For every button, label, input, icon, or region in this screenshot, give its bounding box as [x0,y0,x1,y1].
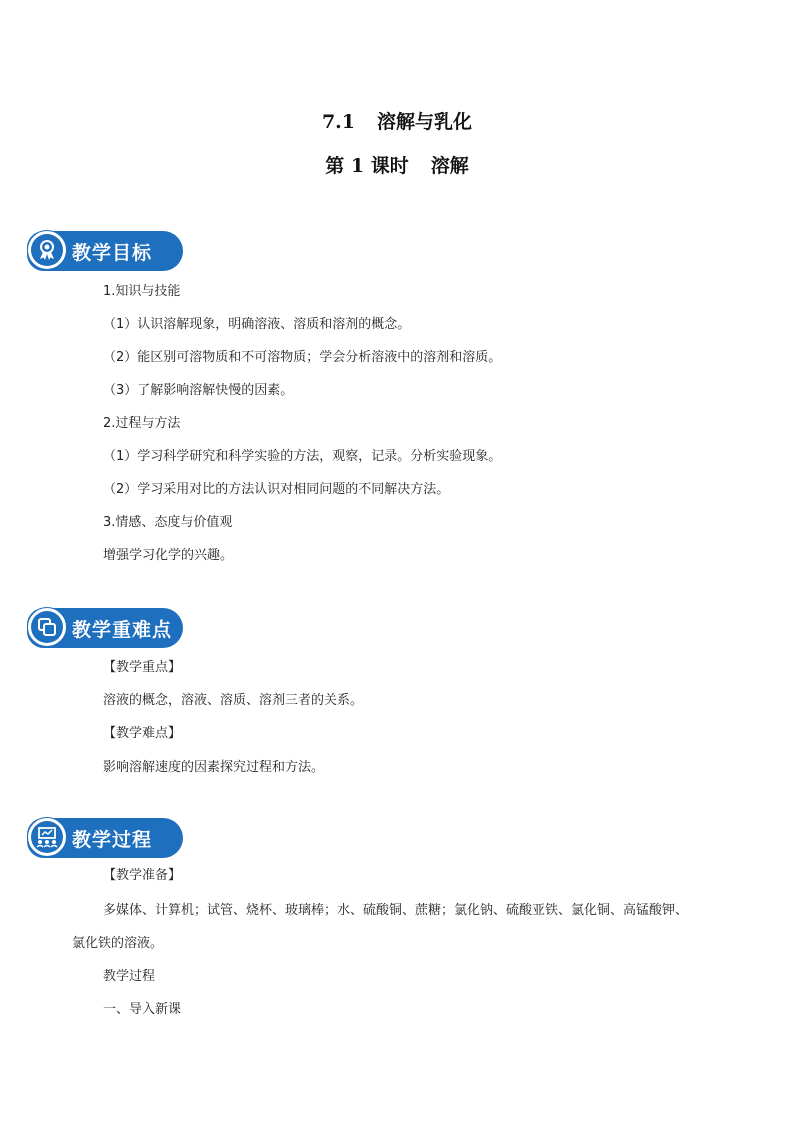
lesson-name: 溶解与乳化 [377,111,473,133]
focus-label: 【教学重点】 [103,660,182,675]
banner-icon-frame [27,607,67,647]
prep-label: 【教学准备】 [103,868,182,883]
objective-line: 增强学习化学的兴趣。 [103,548,234,563]
lesson-title [0,107,794,134]
objective-line: （1）认识溶解现象，明确溶液、溶质和溶剂的概念。 [103,317,411,332]
section-banner-process [27,818,183,858]
lesson-topic: 溶解 [430,155,469,177]
objective-line: （1）学习科学研究和科学实验的方法，观察，记录。分析实验现象。 [103,449,502,464]
lesson-subtitle [0,151,794,178]
lesson-number: 7.1 [321,111,356,133]
difficulty-text: 影响溶解速度的因素探究过程和方法。 [103,760,325,775]
objective-line: （3）了解影响溶解快慢的因素。 [103,383,294,398]
objective-line: 2.过程与方法 [103,416,181,431]
difficulty-label: 【教学难点】 [103,726,182,741]
objective-line: （2）学习采用对比的方法认识对相同问题的不同解决方法。 [103,482,450,497]
section-banner-objectives [27,231,183,271]
objective-line: 3.情感、态度与价值观 [103,515,233,530]
focus-text: 溶液的概念，溶液、溶质、溶剂三者的关系。 [103,693,364,708]
presentation-board-icon [35,826,59,848]
award-ribbon-icon [36,239,58,261]
banner-icon-frame [27,817,67,857]
banner-icon-frame [27,230,67,270]
objective-line: （2）能区别可溶物质和不可溶物质；学会分析溶液中的溶剂和溶质。 [103,350,502,365]
stacked-squares-icon [36,616,58,638]
lesson-period: 第 1 课时 [325,155,409,177]
process-label: 教学过程 [103,969,156,984]
section-heading: 教学目标 [72,242,153,264]
process-step: 一、导入新课 [103,1002,182,1017]
prep-text-continued: 氯化铁的溶液。 [72,936,164,951]
section-heading: 教学重难点 [72,619,173,641]
section-banner-key-points [27,608,183,648]
section-heading: 教学过程 [72,829,153,851]
prep-text: 多媒体、计算机；试管、烧杯、玻璃棒；水、硫酸铜、蔗糖；氯化钠、硫酸亚铁、氯化铜、高锰酸钾、 [103,903,689,918]
objective-line: 1.知识与技能 [103,284,181,299]
